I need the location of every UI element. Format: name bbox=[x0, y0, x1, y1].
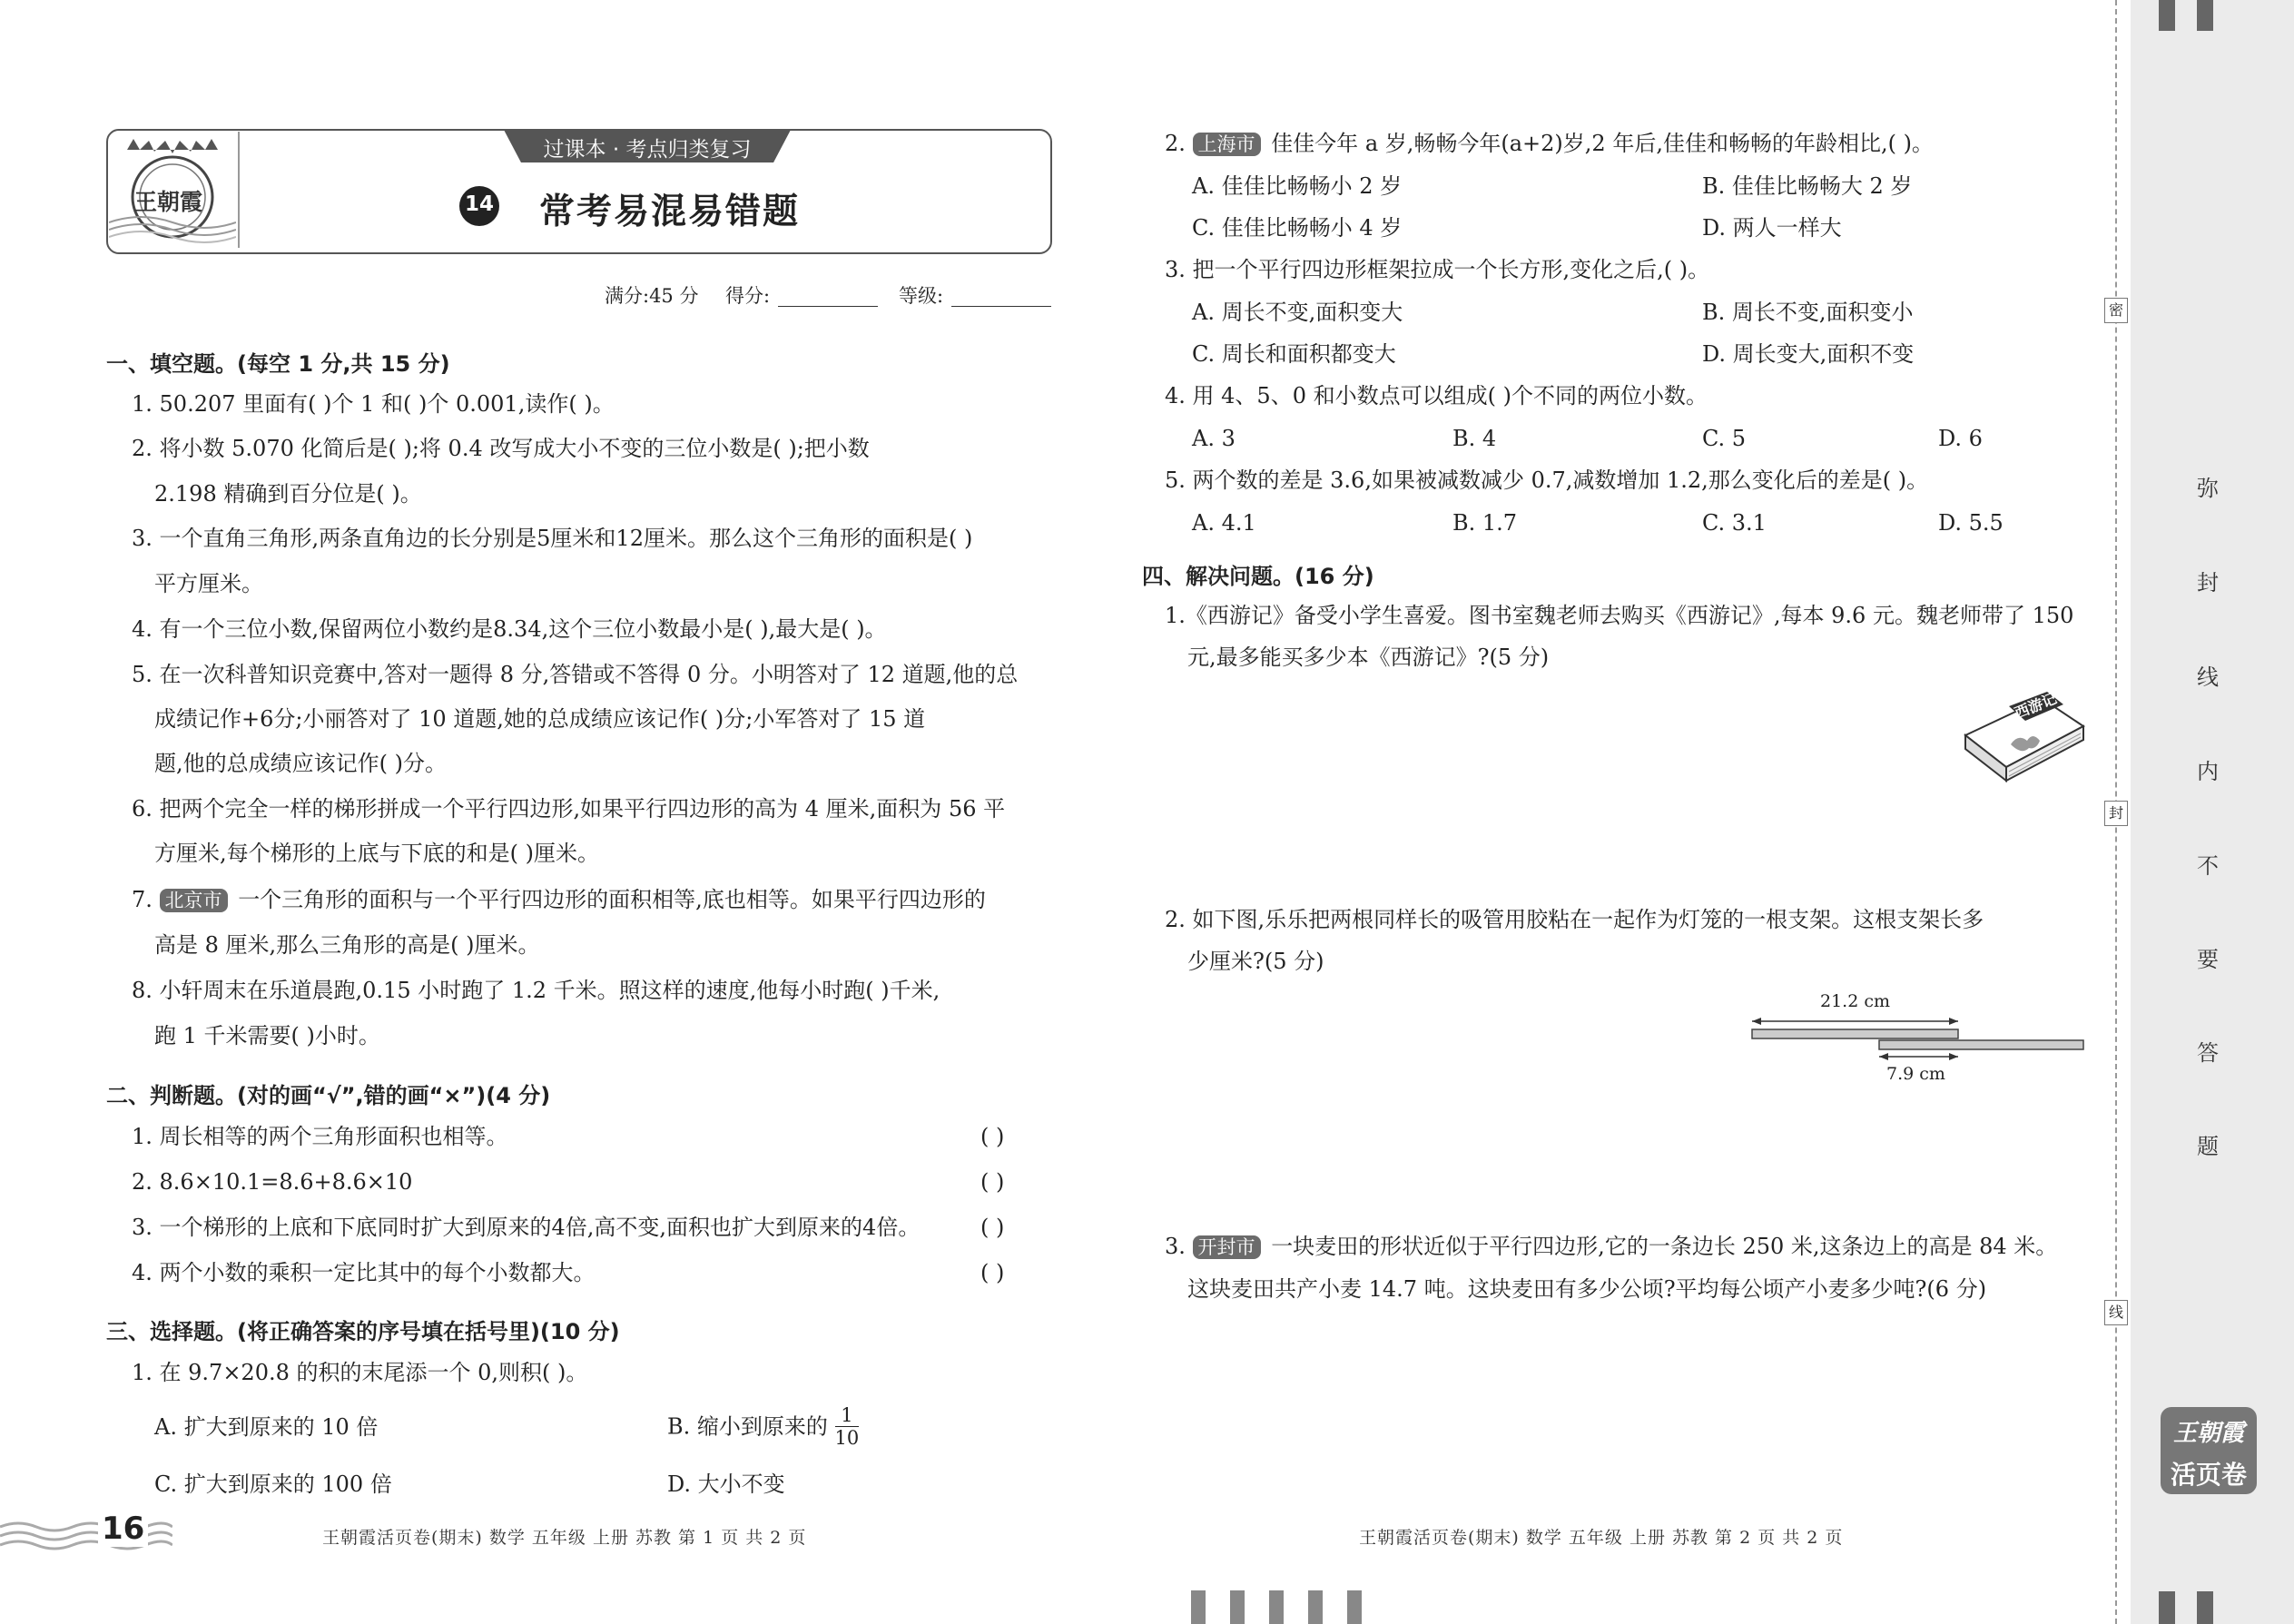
choice-q1-stem: 1. 在 9.7×20.8 的积的末尾添一个 0,则积( )。 bbox=[132, 1360, 588, 1385]
choice-q4-stem: 4. 用 4、5、0 和小数点可以组成( )个不同的两位小数。 bbox=[1165, 383, 1708, 408]
judge-q1-paren[interactable]: ( ) bbox=[980, 1124, 1005, 1149]
bottom-side-bar-2 bbox=[2197, 1591, 2213, 1624]
fill-q8b: 跑 1 千米需要( )小时。 bbox=[154, 1023, 380, 1048]
side-strip bbox=[2131, 0, 2294, 1624]
side-char-1: 弥 bbox=[2197, 476, 2219, 501]
fraction-denominator: 10 bbox=[834, 1427, 860, 1449]
choice-q2-line bbox=[1165, 130, 1934, 157]
solve-q3-number: 3. bbox=[1165, 1234, 1186, 1259]
side-char-4: 内 bbox=[2197, 759, 2219, 784]
region-tag-beijing: 北京市 bbox=[160, 889, 228, 912]
fill-q6a: 6. 把两个完全一样的梯形拼成一个平行四边形,如果平行四边形的高为 4 厘米,面积为 56 平 bbox=[132, 796, 1006, 822]
book-title: 西游记 bbox=[2012, 689, 2060, 723]
choice-q4-c: C. 5 bbox=[1702, 426, 1747, 451]
choice-q4-d: D. 6 bbox=[1938, 426, 1983, 451]
side-char-7: 答 bbox=[2197, 1040, 2219, 1066]
grade-label: 等级: bbox=[899, 285, 944, 307]
fill-q3a: 3. 一个直角三角形,两条直角边的长分别是5厘米和12厘米。那么这个三角形的面积是( ) bbox=[132, 526, 973, 551]
top-side-bar-2 bbox=[2197, 0, 2213, 31]
solve-q3b: 这块麦田共产小麦 14.7 吨。这块麦田有多少公顷?平均每公顷产小麦多少吨?(6 分) bbox=[1187, 1276, 1987, 1302]
side-char-5: 不 bbox=[2197, 853, 2219, 879]
solve-q2b: 少厘米?(5 分) bbox=[1187, 949, 1324, 974]
logo-text: 王朝霞 bbox=[134, 189, 203, 215]
solve-q3a-line bbox=[1165, 1233, 2057, 1260]
side-char-3: 线 bbox=[2197, 664, 2219, 690]
grade-blank[interactable] bbox=[951, 306, 1051, 307]
choice-q2-b: B. 佳佳比畅畅大 2 岁 bbox=[1702, 173, 1913, 199]
straw-diagram bbox=[1748, 989, 2092, 1089]
fill-q1: 1. 50.207 里面有( )个 1 和( )个 0.001,读作( )。 bbox=[132, 391, 615, 417]
fill-q7b: 高是 8 厘米,那么三角形的高是( )厘米。 bbox=[154, 932, 540, 958]
choice-q3-c: C. 周长和面积都变大 bbox=[1192, 341, 1396, 367]
book-illustration bbox=[1956, 690, 2092, 790]
fill-q5c: 题,他的总成绩应该记作( )分。 bbox=[154, 751, 447, 776]
bar-mark bbox=[1191, 1590, 1206, 1624]
bar-mark bbox=[1308, 1590, 1323, 1624]
choice-q3-b: B. 周长不变,面积变小 bbox=[1702, 300, 1914, 325]
choice-q4-b: B. 4 bbox=[1452, 426, 1497, 451]
choice-q2-number: 2. bbox=[1165, 131, 1186, 156]
fill-q7-number: 7. bbox=[132, 887, 153, 912]
judge-q2-paren[interactable]: ( ) bbox=[980, 1169, 1005, 1195]
lesson-number: 14 bbox=[464, 192, 494, 216]
fraction-numerator: 1 bbox=[835, 1404, 860, 1427]
overlap-length-label: 7.9 cm bbox=[1886, 1064, 1945, 1084]
side-char-2: 封 bbox=[2197, 570, 2219, 595]
choice-q2-c: C. 佳佳比畅畅小 4 岁 bbox=[1192, 215, 1403, 241]
page-number: 16 bbox=[98, 1511, 148, 1547]
solve-q1a: 1.《西游记》备受小学生喜爱。图书室魏老师去购买《西游记》,每本 9.6 元。魏老师带了 150 bbox=[1165, 603, 2074, 628]
page-title: 常考易混易错题 bbox=[539, 192, 801, 232]
region-tag-kaifeng: 开封市 bbox=[1193, 1235, 1261, 1259]
choice-q1-b-line bbox=[667, 1404, 859, 1449]
brand-logo-line2: 活页卷 bbox=[2170, 1460, 2247, 1490]
bar-mark bbox=[1230, 1590, 1245, 1624]
bottom-bars bbox=[1191, 1590, 1373, 1624]
fill-q3b: 平方厘米。 bbox=[154, 571, 263, 596]
solve-q1b: 元,最多能买多少本《西游记》?(5 分) bbox=[1187, 645, 1550, 670]
score-blank[interactable] bbox=[778, 306, 878, 307]
choice-q5-d: D. 5.5 bbox=[1938, 510, 2004, 536]
choice-q1-d: D. 大小不变 bbox=[667, 1471, 785, 1497]
score-label: 得分: bbox=[725, 285, 771, 307]
section-judge-title: 二、判断题。(对的画“√”,错的画“×”)(4 分) bbox=[106, 1083, 551, 1108]
bar-mark bbox=[1347, 1590, 1362, 1624]
choice-q5-c: C. 3.1 bbox=[1702, 510, 1767, 536]
brand-logo-line1: 王朝霞 bbox=[2172, 1420, 2244, 1447]
judge-q3-paren[interactable]: ( ) bbox=[980, 1215, 1005, 1240]
region-tag-shanghai: 上海市 bbox=[1193, 133, 1261, 156]
straw-length-label: 21.2 cm bbox=[1820, 991, 1891, 1011]
seal-mark-xian: 线 bbox=[2104, 1300, 2128, 1325]
logo-divider bbox=[238, 132, 240, 248]
top-side-bar-1 bbox=[2159, 0, 2175, 31]
full-score: 满分:45 分 bbox=[605, 285, 699, 307]
choice-q1-b: B. 缩小到原来的 bbox=[667, 1413, 828, 1440]
fraction-one-tenth bbox=[835, 1404, 860, 1449]
bottom-side-bar-1 bbox=[2159, 1591, 2175, 1624]
footer-left: 王朝霞活页卷(期末) 数学 五年级 上册 苏教 第 1 页 共 2 页 bbox=[322, 1528, 807, 1548]
choice-q3-d: D. 周长变大,面积不变 bbox=[1702, 341, 1915, 367]
seal-mark-feng: 封 bbox=[2104, 801, 2128, 826]
judge-q3: 3. 一个梯形的上底和下底同时扩大到原来的4倍,高不变,面积也扩大到原来的4倍。 bbox=[132, 1215, 921, 1240]
judge-q4: 4. 两个小数的乘积一定比其中的每个小数都大。 bbox=[132, 1260, 596, 1285]
fill-q8a: 8. 小轩周末在乐道晨跑,0.15 小时跑了 1.2 千米。照这样的速度,他每小时跑( )千米, bbox=[132, 978, 940, 1003]
fill-q5a: 5. 在一次科普知识竞赛中,答对一题得 8 分,答错或不答得 0 分。小明答对了 12 道题,他的总 bbox=[132, 662, 1019, 687]
fill-q7a: 一个三角形的面积与一个平行四边形的面积相等,底也相等。如果平行四边形的 bbox=[238, 887, 986, 912]
fill-q2b: 2.198 精确到百分位是( )。 bbox=[154, 481, 422, 507]
choice-q2-stem: 佳佳今年 a 岁,畅畅今年(a+2)岁,2 年后,佳佳和畅畅的年龄相比,( )。 bbox=[1271, 131, 1934, 156]
logo-badge bbox=[109, 132, 236, 248]
fill-q7a-line bbox=[132, 886, 986, 913]
choice-q1-c: C. 扩大到原来的 100 倍 bbox=[154, 1471, 392, 1497]
solve-q3a: 一块麦田的形状近似于平行四边形,它的一条边长 250 米,这条边上的高是 84 米。 bbox=[1271, 1234, 2058, 1259]
banner-text: 过课本 · 考点归类复习 bbox=[543, 138, 752, 162]
section-solve-title: 四、解决问题。(16 分) bbox=[1142, 564, 1374, 589]
choice-q5-stem: 5. 两个数的差是 3.6,如果被减数减少 0.7,减数增加 1.2,那么变化后的差是( )。 bbox=[1165, 468, 1929, 493]
side-char-8: 题 bbox=[2197, 1134, 2219, 1159]
side-char-6: 要 bbox=[2197, 947, 2219, 972]
choice-q5-a: A. 4.1 bbox=[1192, 510, 1256, 536]
judge-q1: 1. 周长相等的两个三角形面积也相等。 bbox=[132, 1124, 508, 1149]
choice-q3-a: A. 周长不变,面积变大 bbox=[1192, 300, 1403, 325]
choice-q1-a: A. 扩大到原来的 10 倍 bbox=[154, 1414, 379, 1440]
fill-q2a: 2. 将小数 5.070 化简后是( );将 0.4 改写成大小不变的三位小数是( );把小数 bbox=[132, 436, 870, 461]
choice-q2-d: D. 两人一样大 bbox=[1702, 215, 1842, 241]
section-fill-title: 一、填空题。(每空 1 分,共 15 分) bbox=[106, 351, 450, 377]
solve-q2a: 2. 如下图,乐乐把两根同样长的吸管用胶粘在一起作为灯笼的一根支架。这根支架长多 bbox=[1165, 907, 1984, 932]
fill-q6b: 方厘米,每个梯形的上底与下底的和是( )厘米。 bbox=[154, 841, 599, 866]
seal-mark-mi: 密 bbox=[2104, 298, 2128, 323]
choice-q2-a: A. 佳佳比畅畅小 2 岁 bbox=[1192, 173, 1403, 199]
section-choice-title: 三、选择题。(将正确答案的序号填在括号里)(10 分) bbox=[106, 1319, 620, 1344]
choice-q3-stem: 3. 把一个平行四边形框架拉成一个长方形,变化之后,( )。 bbox=[1165, 257, 1710, 282]
choice-q5-b: B. 1.7 bbox=[1452, 510, 1518, 536]
choice-q4-a: A. 3 bbox=[1192, 426, 1236, 451]
judge-q4-paren[interactable]: ( ) bbox=[980, 1260, 1005, 1285]
footer-right: 王朝霞活页卷(期末) 数学 五年级 上册 苏教 第 2 页 共 2 页 bbox=[1359, 1528, 1844, 1548]
fill-q4: 4. 有一个三位小数,保留两位小数约是8.34,这个三位小数最小是( ),最大是( )。 bbox=[132, 616, 887, 642]
judge-q2: 2. 8.6×10.1=8.6+8.6×10 bbox=[132, 1169, 413, 1195]
bar-mark bbox=[1269, 1590, 1284, 1624]
fill-q5b: 成绩记作+6分;小丽答对了 10 道题,她的总成绩应该记作( )分;小军答对了 15 道 bbox=[154, 706, 926, 732]
